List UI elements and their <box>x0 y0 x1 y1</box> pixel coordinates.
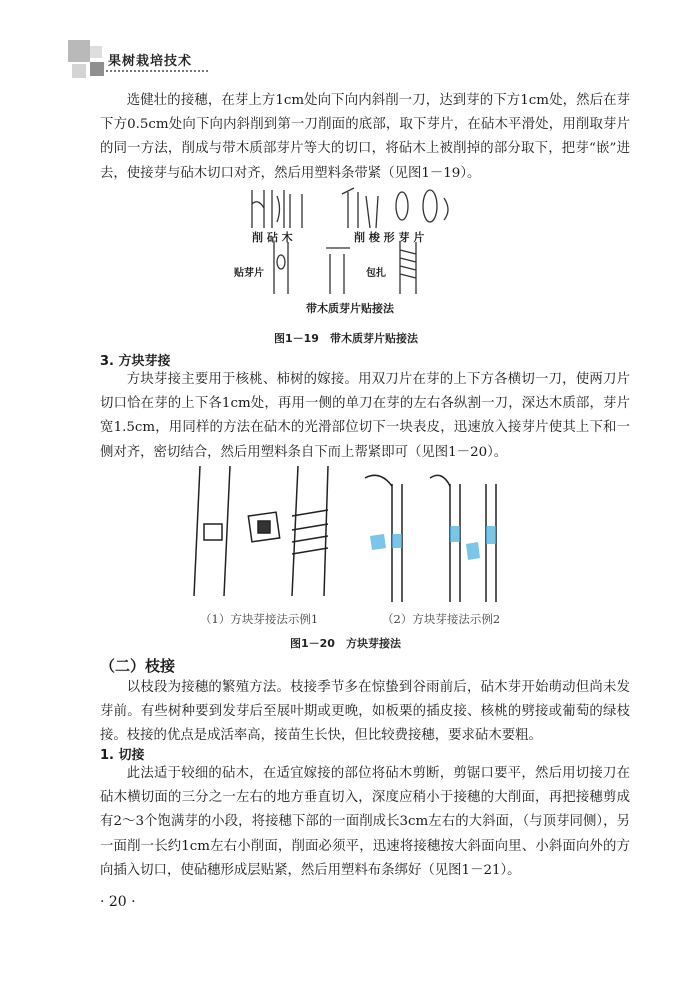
fig19-label-attach: 贴芽片 <box>234 268 264 279</box>
fig19-label-wrap: 包扎 <box>366 268 386 279</box>
fig19-label-stock: 削 砧 木 <box>252 231 293 244</box>
paragraph-cleft: 此法适于较细的砧木，在适宜嫁接的部位将砧木剪断，剪锯口要平，然后用切接刀在砧木横切面的三分之一左右的地方垂直切入，深度应稍小于接穗的大削面，再把接穗剪成有2～3个饱满芽的小段，将接穗下部的一面削成长3cm左右的大斜面，（与顶芽同侧），另一面削一长约1cm左右小削面，削面必须平，迅速将接穗按大斜面向里、小斜面向外的方向插入切口，使砧穗形成层贴紧，然后用塑料布条绑好（见图1－21）。 <box>100 766 630 878</box>
figure-1-20-subcaption-1: （1）方块芽接法示例1 <box>200 612 319 626</box>
figure-1-20-illustration <box>180 466 520 602</box>
fig19-inner-title: 带木质芽片贴接法 <box>306 302 394 315</box>
paragraph-square-bud: 方块芽接主要用于核桃、柿树的嫁接。用双刀片在芽的上下方各横切一刀，使两刀片切口恰在芽的上下各1cm处，再用一侧的单刀在芽的左右各纵割一刀，深达木质部，芽片宽1.5cm，用同样的方法在砧木的光滑部位切下一块表皮，迅速放入接芽片使其上下和一侧对齐，密切结合，然后用塑料条自下而上帮紧即可（见图1－20）。 <box>100 372 630 460</box>
running-header-title: 果树栽培技术 <box>108 54 193 69</box>
fig19-label-chip: 削 梭 形 芽 片 <box>354 231 425 244</box>
heading-cleft: 1. 切接 <box>100 748 145 763</box>
figure-1-20-subcaption-2: （2）方块芽接法示例2 <box>382 612 501 626</box>
heading-square-bud: 3. 方块芽接 <box>100 354 171 369</box>
figure-1-19-caption: 图1－19 带木质芽片贴接法 <box>274 332 418 345</box>
heading-scion-grafting: （二）枝接 <box>100 657 176 675</box>
page-number: · 20 · <box>100 894 136 910</box>
figure-1-20-caption: 图1－20 方块芽接法 <box>290 637 401 650</box>
paragraph-bud-chip: 选健壮的接穗，在芽上方1cm处向下向内斜削一刀，达到芽的下方1cm处，然后在芽下方0.5cm处向下向内斜削到第一刀削面的底部，取下芽片，在砧木平滑处，用削取芽片的同一方法，削成与带木质部芽片等大的切口，将砧木上被削掉的部分取下，把芽“嵌”进去，使接芽与砧木切口对齐，然后用塑料条带紧（见图1－19）。 <box>100 93 630 181</box>
paragraph-scion-grafting: 以枝段为接穗的繁殖方法。枝接季节多在惊蛰到谷雨前后，砧木芽开始萌动但尚未发芽前。有些树种要到发芽后至展叶期或更晚，如板栗的插皮接、核桃的劈接或葡萄的绿枝接。枝接的优点是成活率高，接苗生长快，但比较费接穗，要求砧木要粗。 <box>100 680 630 744</box>
header-rule <box>106 70 208 72</box>
figure-1-19-illustration <box>230 184 470 322</box>
